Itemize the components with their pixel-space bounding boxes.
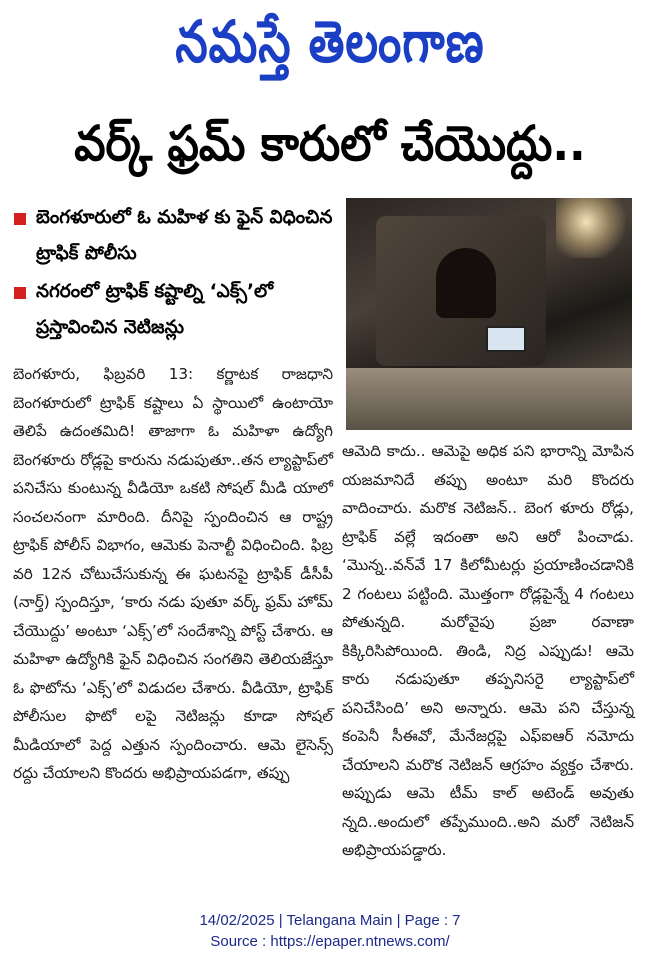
page-footer bbox=[0, 910, 660, 952]
source-link[interactable]: Source : https://epaper.ntnews.com/ bbox=[210, 933, 450, 950]
article-highlights bbox=[14, 200, 334, 348]
highlight-item bbox=[14, 200, 334, 272]
highlight-text: బెంగళూరులో ఓ మహిళ కు ఫైన్ విధించిన ట్రాఫిక్ పోలీసు bbox=[36, 207, 333, 264]
masthead bbox=[0, 0, 660, 98]
red-square-bullet-icon bbox=[14, 213, 26, 225]
article-column-left bbox=[13, 360, 333, 788]
newspaper-logo: నమస్తే తెలంగాణ bbox=[175, 7, 485, 76]
driver-figure bbox=[436, 248, 496, 318]
red-square-bullet-icon bbox=[14, 287, 26, 299]
highlight-item bbox=[14, 274, 334, 346]
article-photo bbox=[346, 198, 632, 430]
edition-info: 14/02/2025 | Telangana Main | Page : 7 bbox=[199, 912, 461, 929]
article-body-left: బెంగళూరు, ఫిబ్రవరి 13: కర్ణాటక రాజధాని బెంగళూరులో ట్రాఫిక్ కష్టాలు ఏ స్థాయిలో ఉంటాయో తెలిపే ఉదంతమిది! తాజాగా ఓ మహిళా ఉద్యోగి బెంగళూరు రోడ్లపై కారును నడుపుతూ..తన ల్యాప్టాప్‌లో పనిచేసు కుంటున్న వీడియో ఒకటి సోషల్ మీడి యాలో సంచలనంగా మారింది. దీనిపై స్పందించిన ఆ రాష్ట్ర ట్రాఫిక్ పోలీస్ విభాగం, ఆమెకు పెనాల్టీ విధించింది. ఫిబ్ర వరి 12న చోటుచేసుకున్న ఈ ఘటనపై ట్రాఫిక్ డీసీపీ (నార్త్) స్పందిస్తూ, ‘కారు నడు పుతూ వర్క్ ఫ్రమ్ హోమ్ చేయొద్దు’ అంటూ ‘ఎక్స్’లో సందేశాన్ని పోస్ట్ చేశారు. ఆ మహిళా ఉద్యోగికి ఫైన్ విధించిన సంగతిని తెలియజేస్తూ ఓ ఫొటోను ‘ఎక్స్’లో విడుదల చేశారు. వీడియో, ట్రాఫిక్ పోలీసుల ఫొటో లపై నెటిజన్లు కూడా సోషల్ మీడియాలో పెద్ద ఎత్తున స్పందించారు. ఆమె లైసెన్స్ రద్దు చేయాలని కొందరు అభిప్రాయపడగా, తప్పు bbox=[13, 365, 333, 782]
street-lights bbox=[556, 198, 632, 258]
article-headline: వర్క్ ఫ్రమ్ కారులో చేయొద్దు.. bbox=[74, 115, 586, 172]
car-door bbox=[346, 368, 632, 430]
laptop-screen bbox=[486, 326, 526, 352]
article-column-right bbox=[342, 437, 634, 865]
article-body-right: ఆమెది కాదు.. ఆమెపై అధిక పని భారాన్ని మోపిన యజమానిదే తప్పు అంటూ మరి కొందరు వాదించారు. మరొక నెటిజన్.. బెంగ ళూరు రోడ్లు, ట్రాఫిక్ వల్లే ఇదంతా అని ఆరో పించాడు. ‘మొన్న..వన్‌వే 17 కిలోమీటర్లు ప్రయాణించడానికి 2 గంటలు పట్టింది. మొత్తంగా రోడ్లపైన్నే 4 గంటలు పోతున్నది. మరోవైపు ప్రజా రవాణా కిక్కిరిసిపోయింది. తిండి, నిద్ర ఎప్పుడు! ఆమె కారు నడుపుతూ తప్పనిసరై ల్యాప్టాప్‌లో పనిచేసింది’ అని అన్నారు. ఆమె పని చేస్తున్న కంపెనీ సీఈవో, మేనేజర్లపై ఎఫ్ఐఆర్ నమోదు చేయాలని మరొక నెటిజన్ ఆగ్రహం వ్యక్తం చేశారు. అప్పుడు ఆమె టీమ్ కాల్ అటెండ్ అవుతు న్నది..అందులో తప్పేముంది..అని మరో నెటిజన్ అభిప్రాయపడ్డారు. bbox=[342, 442, 634, 859]
highlight-text: నగరంలో ట్రాఫిక్ కష్టాల్ని ‘ఎక్స్’లో ప్రస్తావించిన నెటిజన్లు bbox=[36, 281, 274, 338]
